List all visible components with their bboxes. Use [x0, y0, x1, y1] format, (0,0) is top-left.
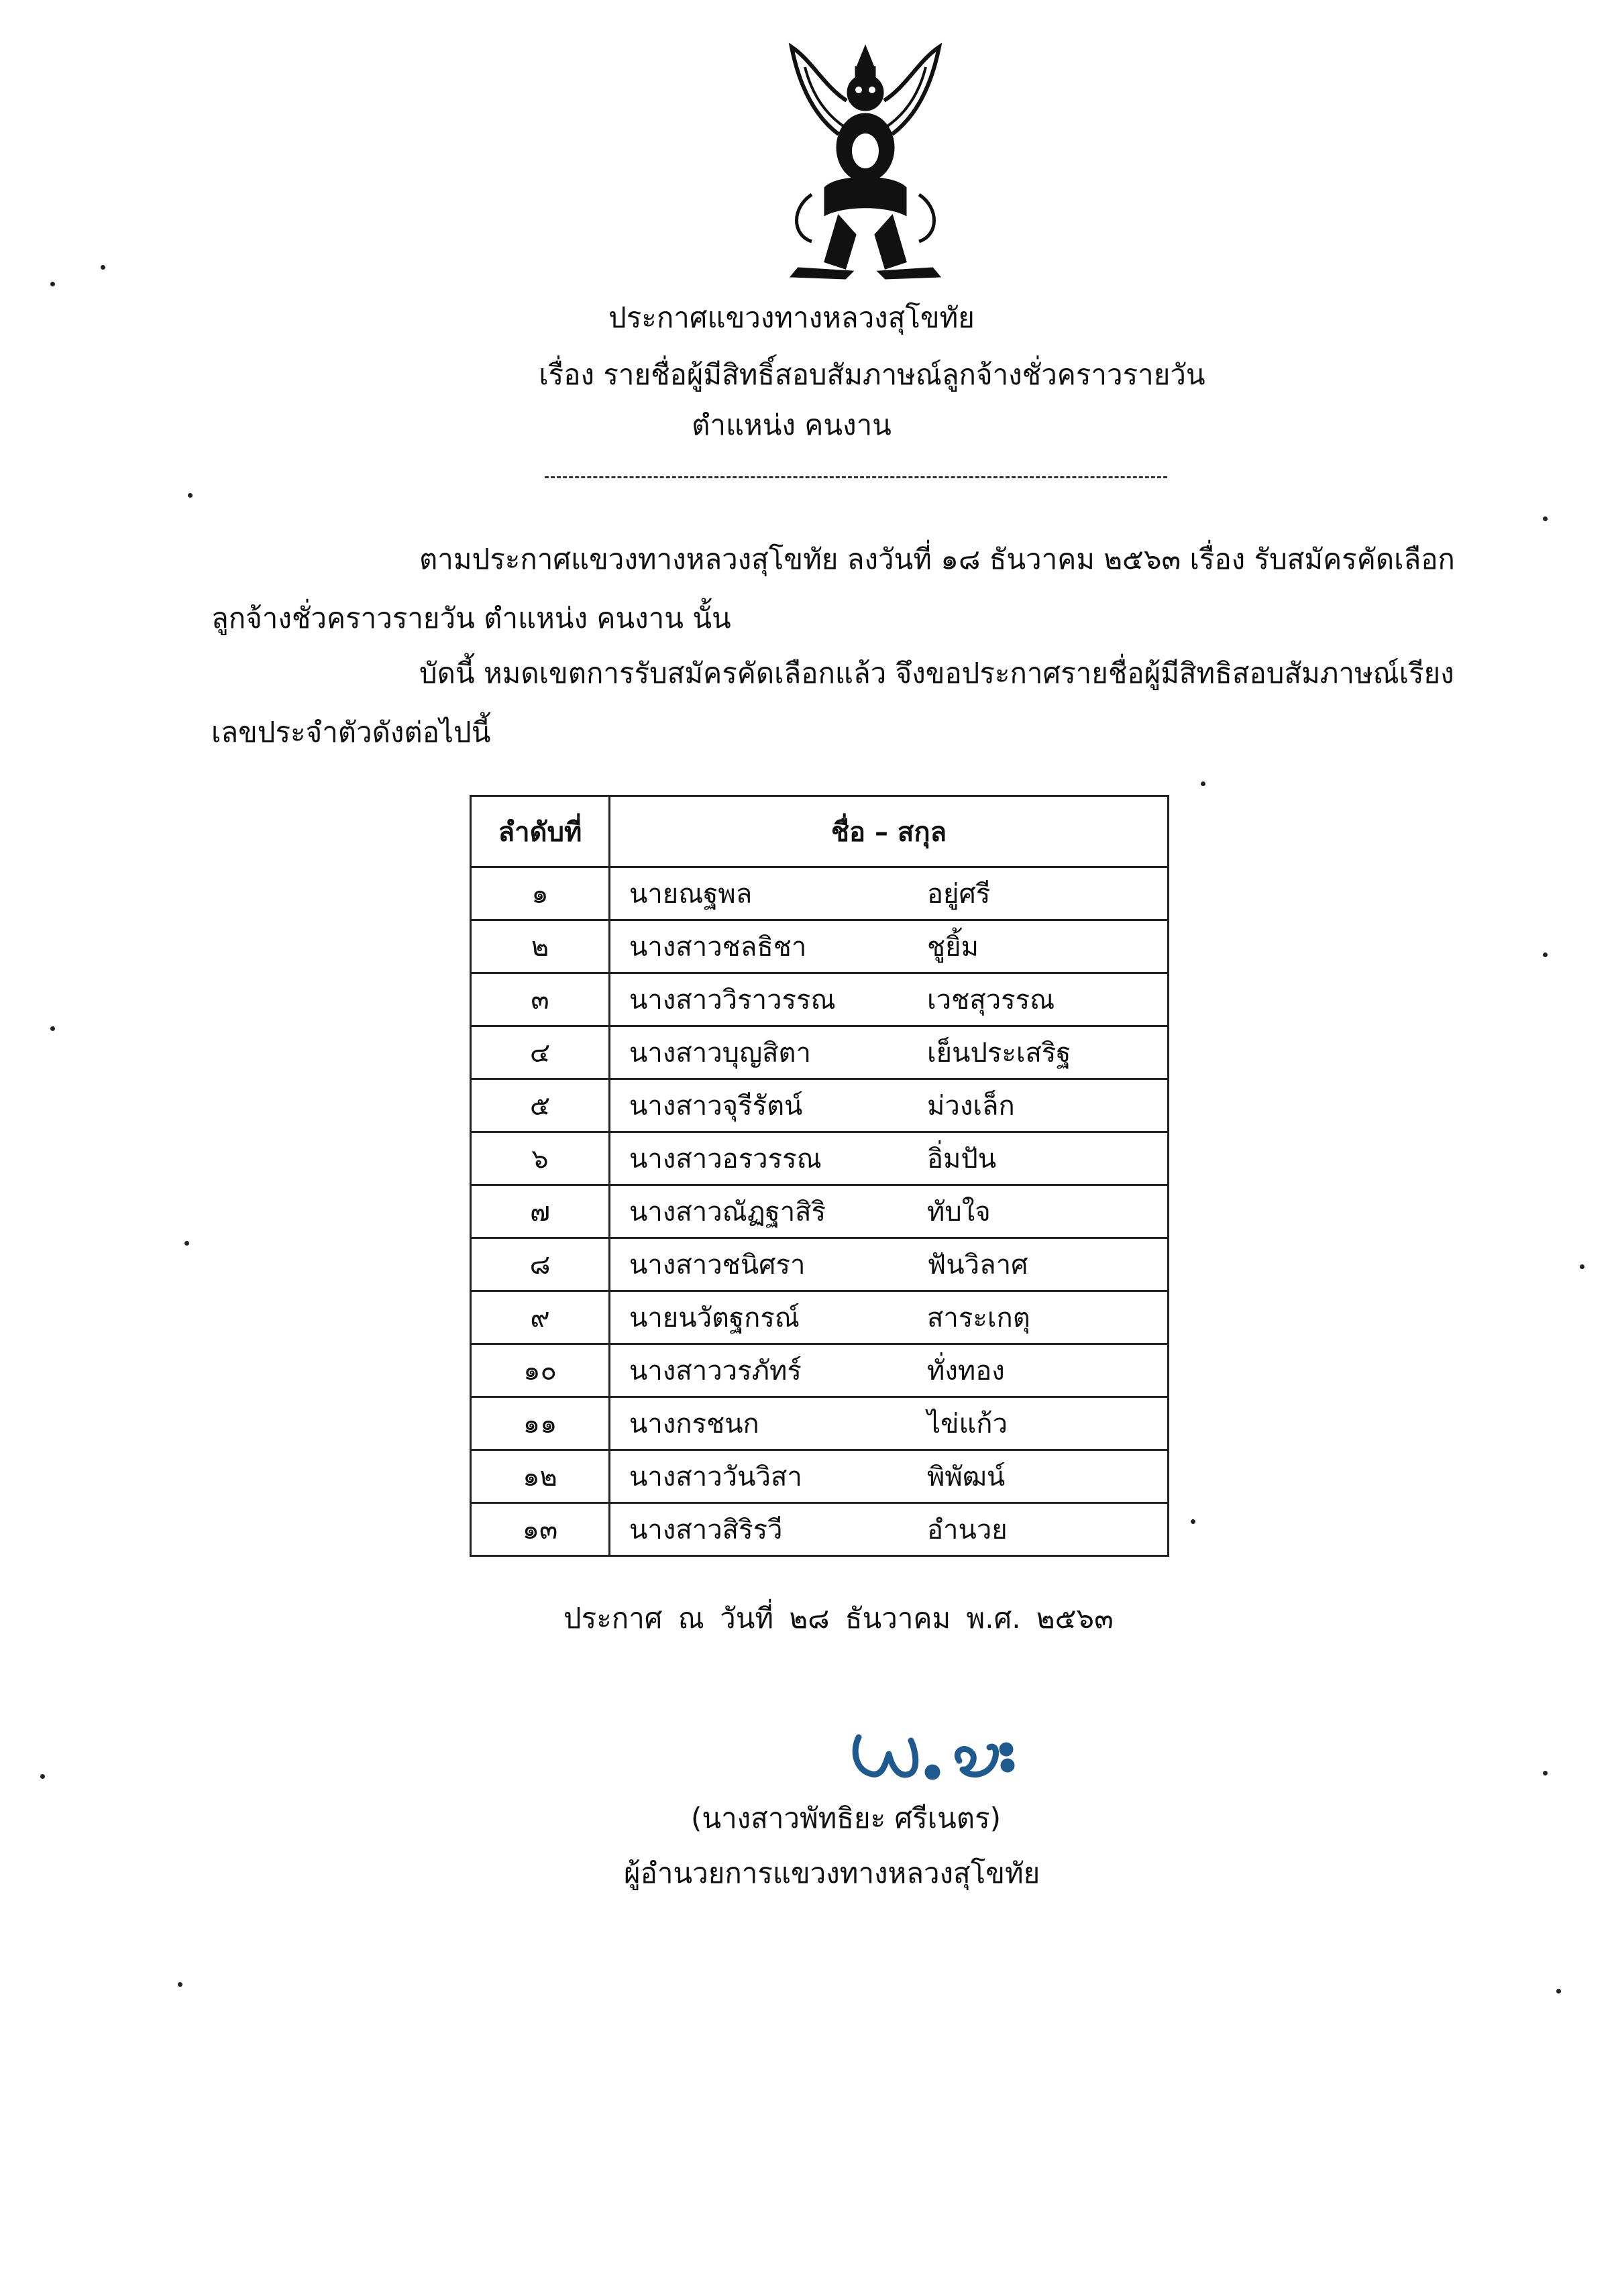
- row-number: ๖: [471, 1132, 610, 1185]
- row-last-name: สาระเกตุ: [911, 1291, 1169, 1344]
- scan-speck: [188, 493, 193, 498]
- body-paragraph-1-text: ตามประกาศแขวงทางหลวงสุโขทัย ลงวันที่ ๑๘ ธันวาคม ๒๕๖๓ เรื่อง รับสมัครคัดเลือกลูกจ้างชั่วคราวรายวัน ตำแหน่ง คนงาน นั้น: [211, 543, 1455, 635]
- row-first-name: นางสาวณัฏฐาสิริ: [610, 1185, 912, 1238]
- table-row: [471, 1026, 1169, 1079]
- row-last-name: อำนวย: [911, 1503, 1169, 1556]
- row-first-name: นางสาวชนิศรา: [610, 1238, 912, 1291]
- scan-speck: [1201, 781, 1205, 786]
- row-number: ๙: [471, 1291, 610, 1344]
- announcement-subject: เรื่อง รายชื่อผู้มีสิทธิ์สอบสัมภาษณ์ลูกจ้างชั่วคราวรายวัน: [539, 358, 1205, 391]
- candidate-table: [470, 795, 1169, 1557]
- row-last-name: พิพัฒน์: [911, 1450, 1169, 1503]
- row-last-name: เย็นประเสริฐ: [911, 1026, 1169, 1079]
- row-last-name: ทับใจ: [911, 1185, 1169, 1238]
- row-last-name: ไข่แก้ว: [911, 1397, 1169, 1450]
- row-first-name: นางสาวอรวรรณ: [610, 1132, 912, 1185]
- body-paragraph-1: [211, 530, 1499, 648]
- row-number: ๔: [471, 1026, 610, 1079]
- body-paragraph-2: [211, 644, 1499, 762]
- header-name: ชื่อ – สกุล: [610, 796, 1169, 867]
- signature-initials: [832, 1724, 1033, 1798]
- row-number: ๘: [471, 1238, 610, 1291]
- row-first-name: นางสาววิราวรรณ: [610, 973, 912, 1026]
- signer-position: ผู้อำนวยการแขวงทางหลวงสุโขทัย: [624, 1857, 1040, 1890]
- scan-speck: [1543, 952, 1548, 957]
- signer-name: (นางสาวพัทธิยะ ศรีเนตร): [691, 1802, 1002, 1835]
- scan-speck: [40, 1774, 45, 1779]
- candidate-table-body: [471, 867, 1169, 1556]
- row-first-name: นางสาวชลธิชา: [610, 920, 912, 973]
- table-row: [471, 1344, 1169, 1397]
- dashed-divider: [545, 476, 1167, 478]
- row-number: ๕: [471, 1079, 610, 1132]
- garuda-emblem-icon: [771, 40, 959, 282]
- scan-speck: [50, 282, 55, 286]
- scan-speck: [101, 265, 105, 270]
- row-first-name: นายนวัตฐกรณ์: [610, 1291, 912, 1344]
- row-number: ๑๐: [471, 1344, 610, 1397]
- table-row: [471, 867, 1169, 920]
- row-number: ๑๑: [471, 1397, 610, 1450]
- table-row: [471, 920, 1169, 973]
- row-first-name: นายณฐพล: [610, 867, 912, 920]
- table-row: [471, 1291, 1169, 1344]
- row-last-name: ฟันวิลาศ: [911, 1238, 1169, 1291]
- table-row: [471, 1503, 1169, 1556]
- row-number: ๒: [471, 920, 610, 973]
- table-row: [471, 1450, 1169, 1503]
- table-row: [471, 973, 1169, 1026]
- row-first-name: นางสาวจุรีรัตน์: [610, 1079, 912, 1132]
- header-no: ลำดับที่: [471, 796, 610, 867]
- announcement-title: ประกาศแขวงทางหลวงสุโขทัย: [608, 301, 975, 334]
- scan-speck: [1556, 1989, 1561, 1993]
- table-row: [471, 1079, 1169, 1132]
- scan-speck: [1191, 1519, 1195, 1524]
- scan-speck: [1543, 516, 1548, 521]
- table-header-row: [471, 796, 1169, 867]
- scan-speck: [1580, 1264, 1584, 1269]
- row-last-name: อิ่มปัน: [911, 1132, 1169, 1185]
- body-paragraph-2-text: บัดนี้ หมดเขตการรับสมัครคัดเลือกแล้ว จึงขอประกาศรายชื่อผู้มีสิทธิสอบสัมภาษณ์เรียงเลขประจำตัวดังต่อไปนี้: [211, 657, 1454, 749]
- scan-speck: [50, 1026, 55, 1031]
- row-last-name: ม่วงเล็ก: [911, 1079, 1169, 1132]
- row-first-name: นางกรชนก: [610, 1397, 912, 1450]
- row-last-name: ชูยิ้ม: [911, 920, 1169, 973]
- row-last-name: เวชสุวรรณ: [911, 973, 1169, 1026]
- row-first-name: นางสาววรภัทร์: [610, 1344, 912, 1397]
- scan-speck: [178, 1982, 182, 1987]
- row-number: ๓: [471, 973, 610, 1026]
- row-number: ๗: [471, 1185, 610, 1238]
- scan-speck: [184, 1241, 189, 1246]
- table-row: [471, 1397, 1169, 1450]
- table-row: [471, 1238, 1169, 1291]
- row-number: ๑: [471, 867, 610, 920]
- table-row: [471, 1185, 1169, 1238]
- row-number: ๑๒: [471, 1450, 610, 1503]
- row-first-name: นางสาววันวิสา: [610, 1450, 912, 1503]
- row-last-name: อยู่ศรี: [911, 867, 1169, 920]
- announcement-date: ประกาศ ณ วันที่ ๒๘ ธันวาคม พ.ศ. ๒๕๖๓: [563, 1602, 1114, 1635]
- row-last-name: ทั่งทอง: [911, 1344, 1169, 1397]
- announcement-position: ตำแหน่ง คนงาน: [692, 408, 892, 441]
- scan-speck: [1543, 1771, 1548, 1775]
- row-first-name: นางสาวสิริรวี: [610, 1503, 912, 1556]
- row-number: ๑๓: [471, 1503, 610, 1556]
- table-row: [471, 1132, 1169, 1185]
- row-first-name: นางสาวบุญสิตา: [610, 1026, 912, 1079]
